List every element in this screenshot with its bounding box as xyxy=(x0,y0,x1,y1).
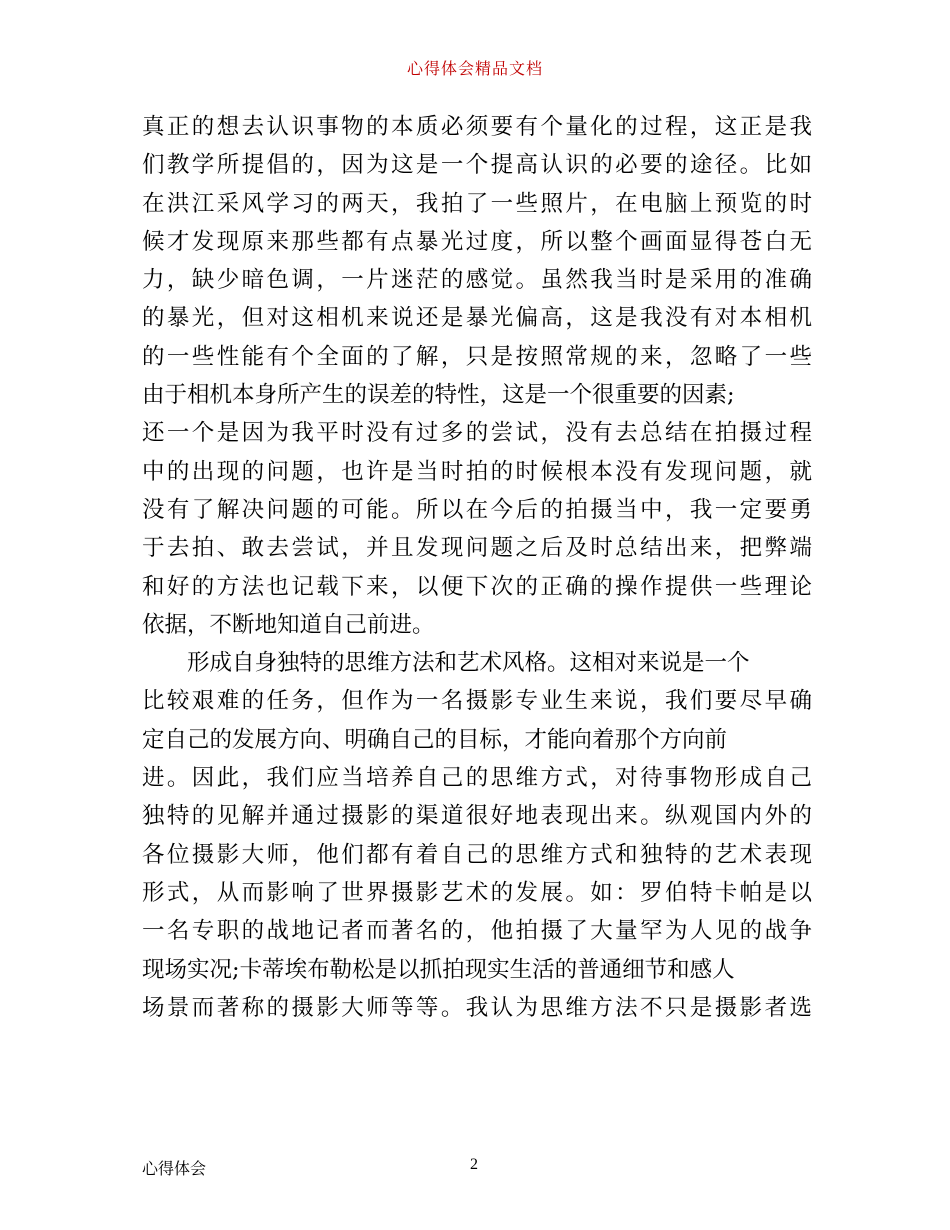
text-line: 真正的想去认识事物的本质必须要有个量化的过程，这正是我 xyxy=(142,114,812,140)
page-number: 2 xyxy=(470,1156,478,1173)
text-line: 中的出现的问题，也许是当时拍的时候根本没有发现问题，就 xyxy=(142,458,812,485)
text-line: 力，缺少暗色调，一片迷茫的感觉。虽然我当时是采用的准确 xyxy=(142,267,812,294)
text-line: 的暴光，但对这相机来说还是暴光偏高，这是我没有对本相机 xyxy=(142,305,812,332)
text-line: 没有了解决问题的可能。所以在今后的拍摄当中，我一定要勇 xyxy=(142,496,812,523)
text-line: 进。因此，我们应当培养自己的思维方式，对待事物形成自己 xyxy=(142,765,812,792)
text-line: 各位摄影大师，他们都有着自己的思维方式和独特的艺术表现 xyxy=(142,841,812,868)
text-line: 场景而著称的摄影大师等等。我认为思维方法不只是摄影者选 xyxy=(142,994,812,1021)
text-line: 依据，不断地知道自己前进。 xyxy=(142,611,435,638)
document-header: 心得体会精品文档 xyxy=(406,59,543,78)
text-line: 一名专职的战地记者而著名的，他拍摄了大量罕为人见的战争 xyxy=(142,918,812,945)
text-line: 候才发现原来那些都有点暴光过度，所以整个画面显得苍白无 xyxy=(142,228,812,255)
text-line: 于去拍、敢去尝试，并且发现问题之后及时总结出来，把弊端 xyxy=(142,535,812,562)
text-line: 由于相机本身所产生的误差的特性，这是一个很重要的因素; xyxy=(142,382,735,409)
text-line: 在洪江采风学习的两天，我拍了一些照片，在电脑上预览的时 xyxy=(142,190,812,217)
text-line: 和好的方法也记载下来，以便下次的正确的操作提供一些理论 xyxy=(142,573,812,600)
text-line: 现场实况;卡蒂埃布勒松是以抓拍现实生活的普通细节和感人 xyxy=(142,956,735,983)
text-line: 形式，从而影响了世界摄影艺术的发展。如：罗伯特卡帕是以 xyxy=(142,879,812,906)
text-line: 比较艰难的任务，但作为一名摄影专业生来说，我们要尽早确 xyxy=(142,688,812,715)
paragraph-first-line: 形成自身独特的思维方法和艺术风格。这相对来说是一个 xyxy=(187,650,750,677)
text-line: 定自己的发展方向、明确自己的目标，才能向着那个方向前 xyxy=(142,726,728,753)
text-line: 们教学所提倡的，因为这是一个提高认识的必要的途径。比如 xyxy=(142,152,812,179)
text-line: 的一些性能有个全面的了解，只是按照常规的来，忽略了一些 xyxy=(142,343,812,370)
footer-label: 心得体会 xyxy=(142,1159,207,1178)
text-line: 还一个是因为我平时没有过多的尝试，没有去总结在拍摄过程 xyxy=(142,420,812,447)
text-line: 独特的见解并通过摄影的渠道很好地表现出来。纵观国内外的 xyxy=(142,803,812,830)
document-body xyxy=(142,108,812,1027)
